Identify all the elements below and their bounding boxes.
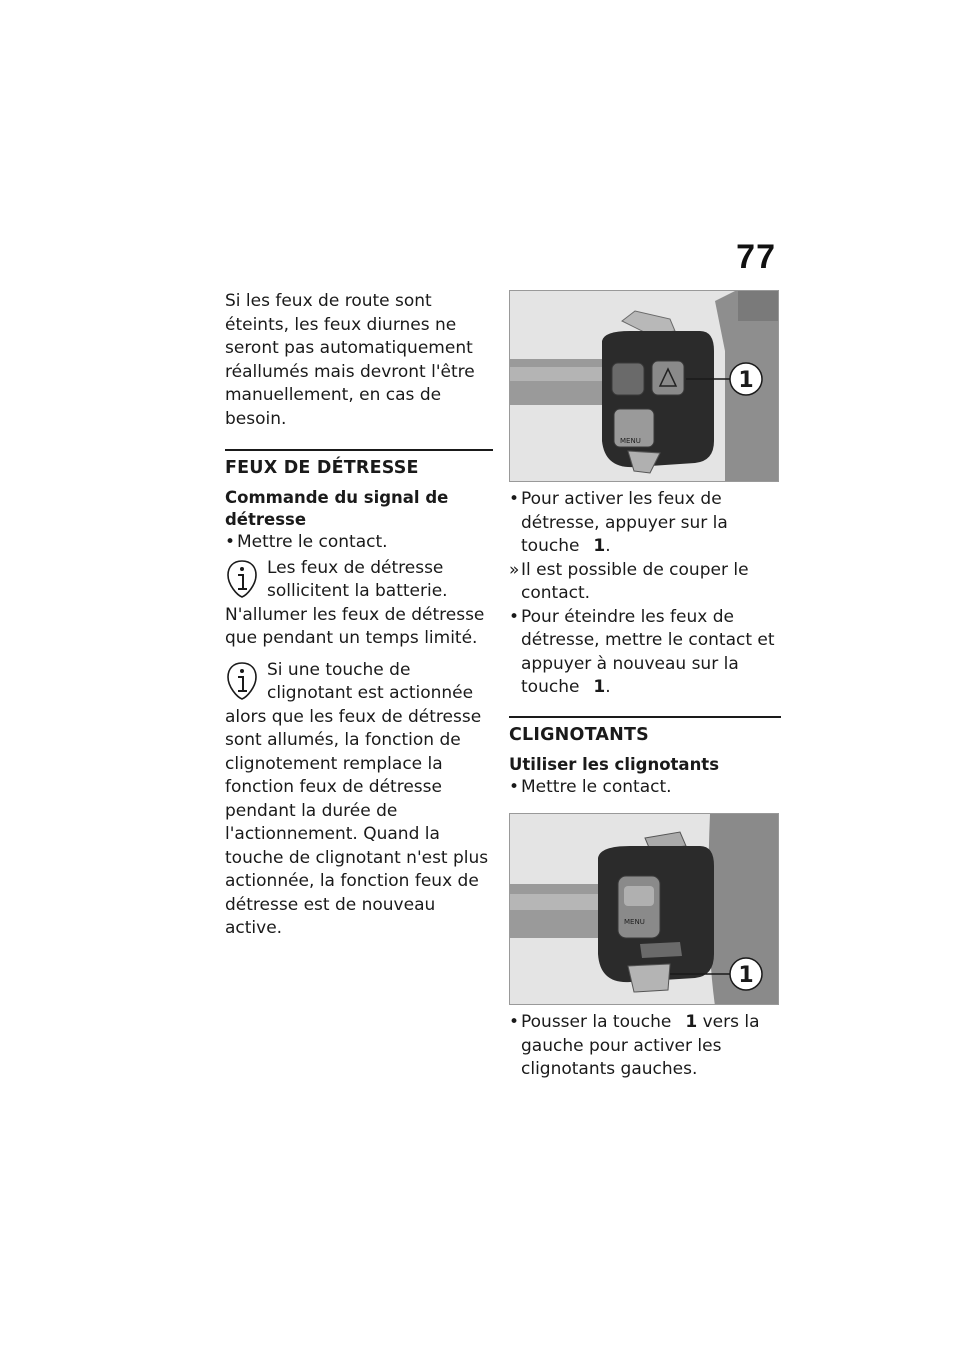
list-item: • Pousser la touche 1 vers la gauche pour activer les clignotants gauches. [509,1012,760,1079]
callout-1: 1 [738,368,754,393]
section-hazard-lights [225,449,493,941]
note-battery: Les feux de détresse sollicitent la batterie. N'allumer les feux de détresse que pendant un temps limité. [225,557,485,648]
note-blinker-priority: Si une touche de clignotant est actionnée alors que les feux de détresse sont allumés, la fonction de clignotement remplace la fonction feux de détresse pendant la durée de l'actionnement. Quand la touche de clignotant n'est plus actionnée, la fonction feux de détresse est de nouveau active. [225,659,489,938]
subtitle-use-turn-signals: Utiliser les clignotants [509,754,720,774]
page-number: 77 [736,238,776,276]
left-column [225,290,493,941]
turn-signal-steps [509,776,781,800]
list-item: • Pour activer les feux de détresse, appuyer sur la touche 1. [509,489,728,556]
right-column [509,290,781,1082]
section-turn-signals [509,716,781,800]
info-icon [225,661,259,701]
menu-label: MENU [620,437,641,445]
hazard-operation-steps [509,488,781,700]
section-title-turn-signals: CLIGNOTANTS [509,724,649,745]
info-icon [225,559,259,599]
list-item: • Pour éteindre les feux de détresse, mettre le contact et appuyer à nouveau sur la touche 1. [509,606,775,697]
section-title-hazard: FEUX DE DÉTRESSE [225,458,419,478]
list-item: • Mettre le contact. [225,532,388,552]
figure-turn-signal-switch [509,813,779,1005]
list-item: • Mettre le contact. [509,776,672,797]
hazard-steps [225,531,493,555]
intro-paragraph: Si les feux de route sont éteints, les feux diurnes ne seront pas automatiquement réallumés mais devront l'être manuellement, en cas de besoin. [225,291,475,429]
handlebar-switch-illustration [510,291,779,482]
figure-hazard-switch [509,290,779,482]
handlebar-switch-illustration [510,814,779,1005]
list-item: » Il est possible de couper le contact. [509,559,749,603]
callout-1: 1 [738,963,754,988]
subtitle-hazard-control: Commande du signal de détresse [225,488,449,529]
left-signal-steps [509,1011,781,1082]
menu-label: MENU [624,918,645,926]
